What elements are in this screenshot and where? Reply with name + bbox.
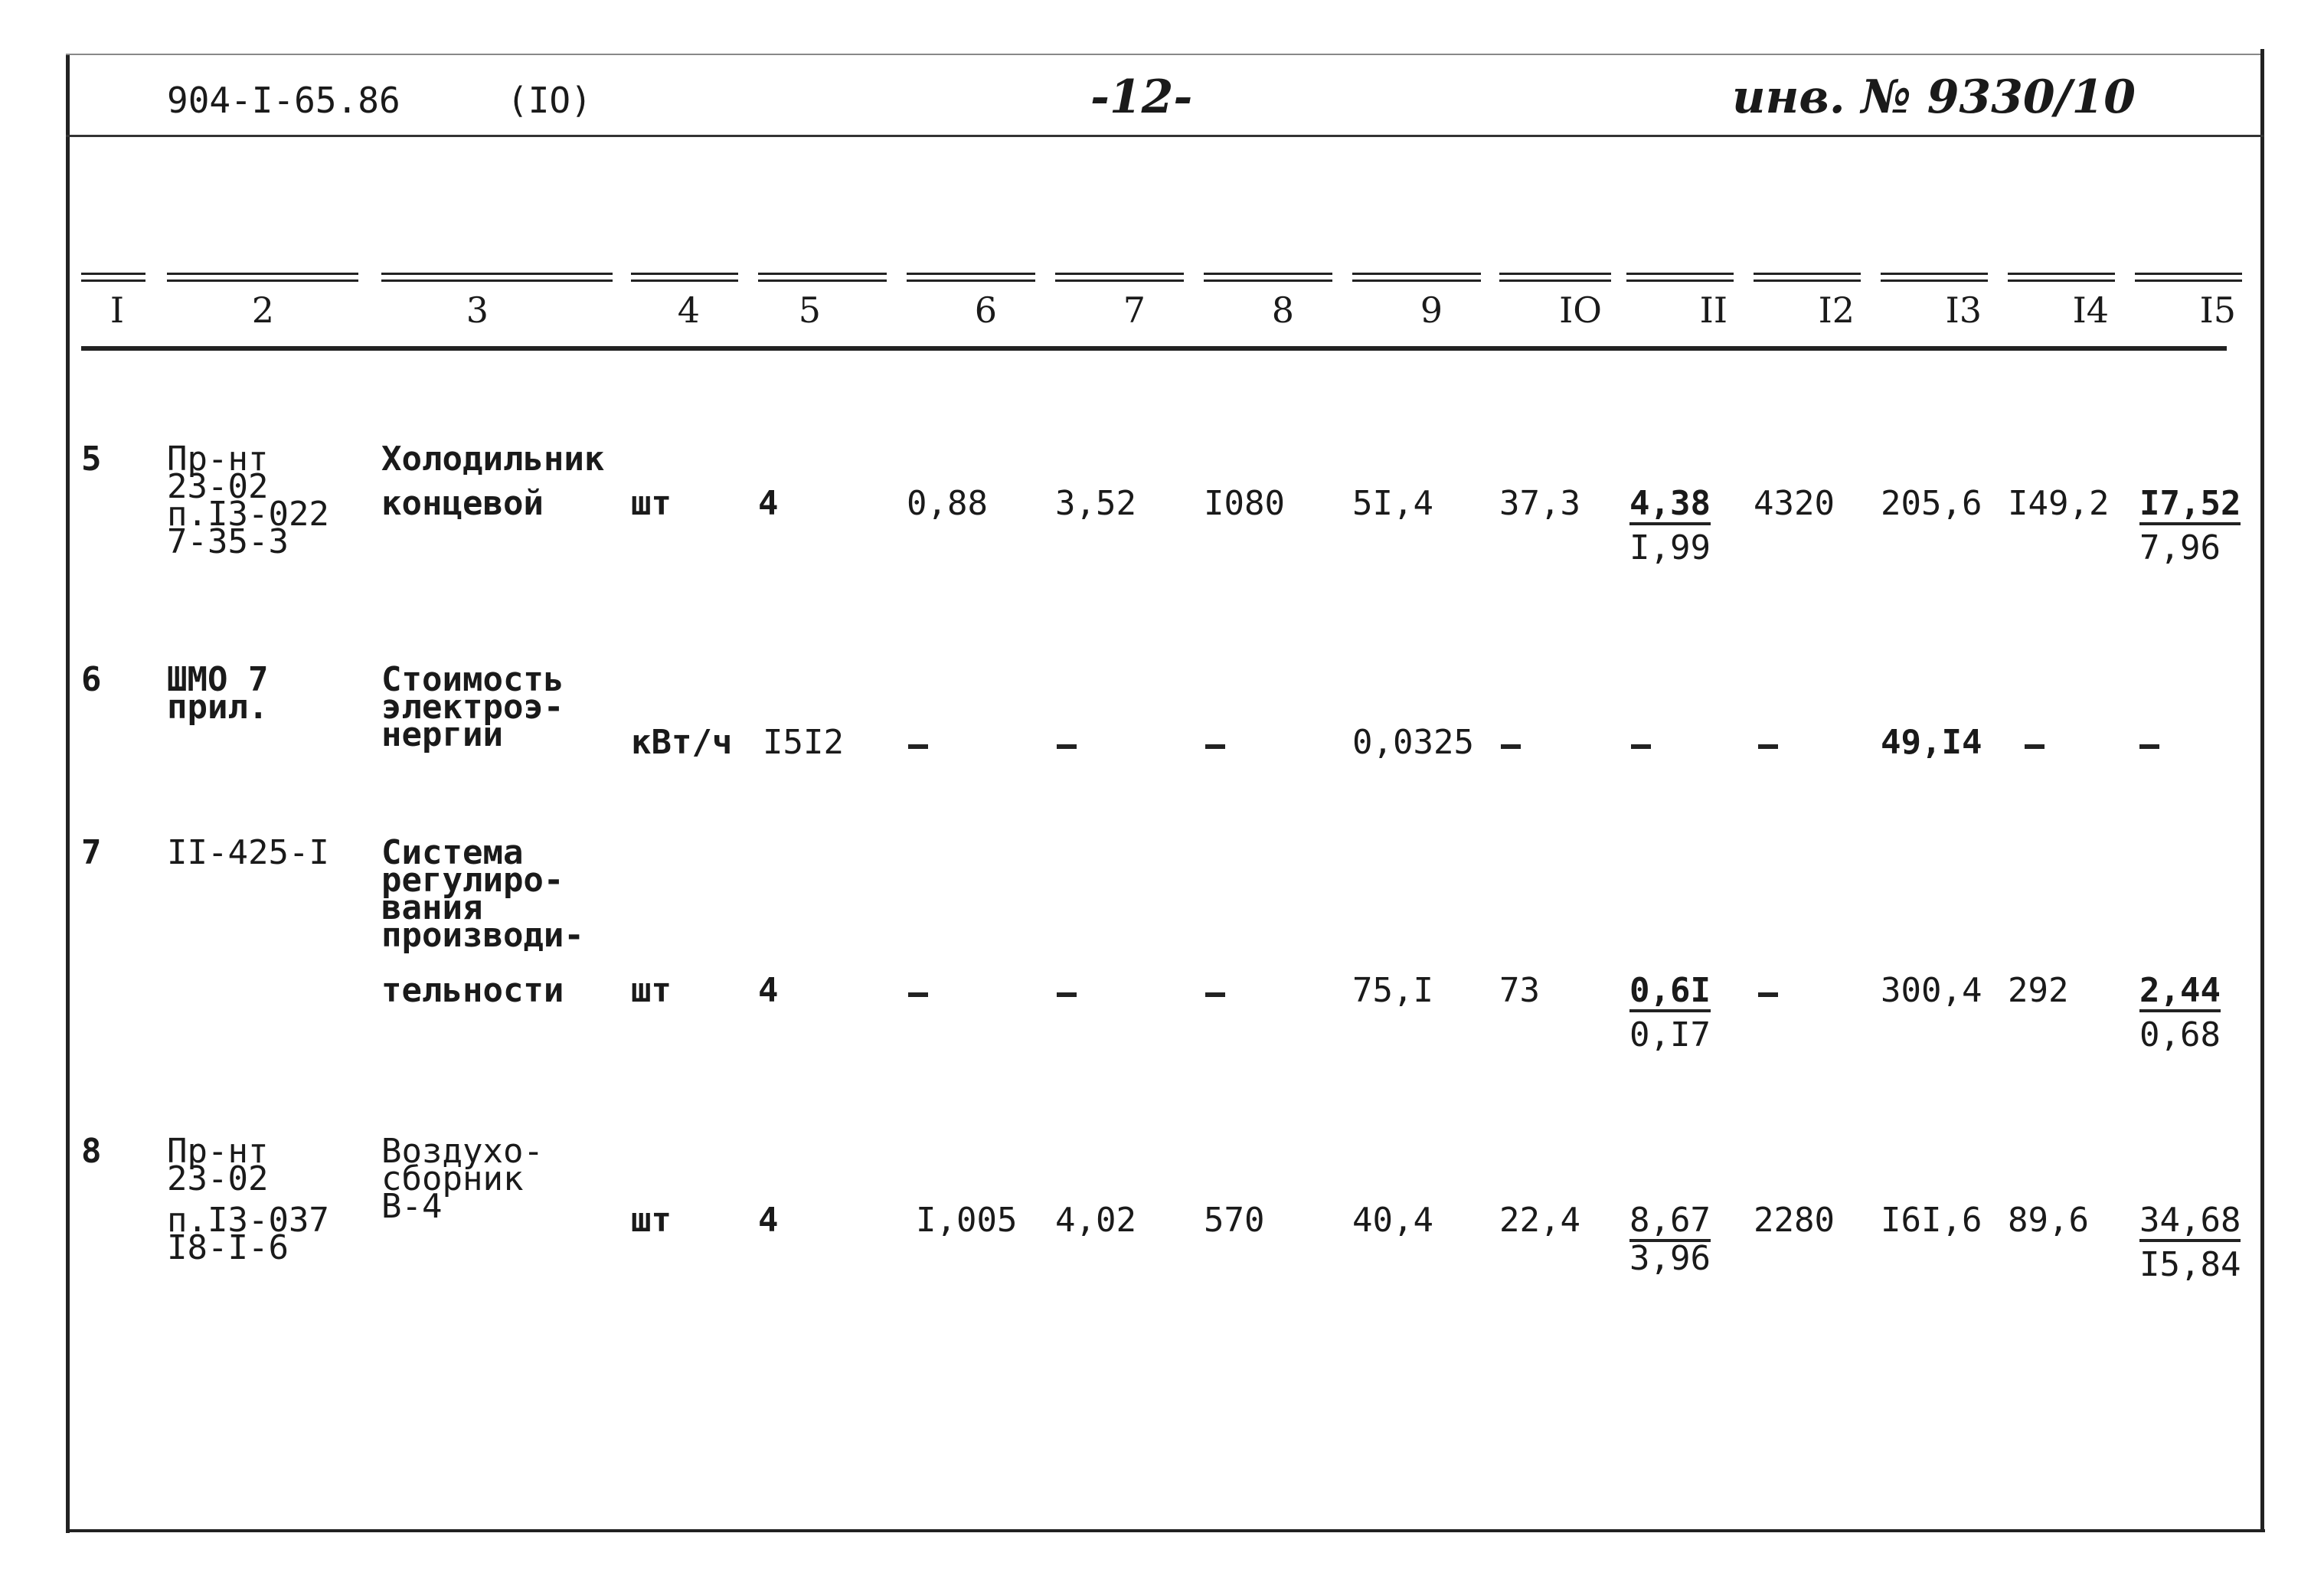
fraction-top: 34,68 <box>2139 1207 2241 1242</box>
col-header-rule <box>167 273 358 282</box>
header-rule <box>66 135 2264 137</box>
ref-line: прил. <box>167 688 269 727</box>
name-line: производи- <box>381 916 584 955</box>
ref-line: п.I3-037 <box>167 1201 329 1240</box>
empty-dash-col10 <box>1501 744 1521 749</box>
value-col13: 205,6 <box>1881 484 1982 523</box>
value-col8: 570 <box>1204 1201 1265 1240</box>
value-col13: 49,I4 <box>1881 723 1982 762</box>
name-line: регулиро- <box>381 861 564 900</box>
fraction-top: 0,6I <box>1629 977 1711 1012</box>
empty-dash-col15 <box>2139 744 2159 749</box>
ref-line: 7-35-3 <box>167 522 289 561</box>
name-line: Система <box>381 833 524 872</box>
value-col12: 2280 <box>1754 1201 1835 1240</box>
value-col6: 0,88 <box>907 484 988 523</box>
name-line: нергии <box>381 715 503 754</box>
fraction-top: 2,44 <box>2139 977 2221 1012</box>
fraction-col11 <box>1629 1201 1711 1278</box>
frame-bottom-line <box>66 1529 2265 1532</box>
col-header-rule <box>381 273 613 282</box>
quantity: 4 <box>758 971 779 1010</box>
value-col7: 4,02 <box>1055 1201 1136 1240</box>
col-number-2: 2 <box>251 289 274 331</box>
frame-top-line <box>66 54 2264 55</box>
frame-left-line <box>66 55 70 1533</box>
quantity: I5I2 <box>763 723 844 762</box>
empty-dash-col6 <box>908 744 928 749</box>
fraction-bottom: 0,I7 <box>1629 1015 1711 1054</box>
fraction-top: I7,52 <box>2139 490 2241 525</box>
ref-line: 23-02 <box>167 1159 269 1198</box>
name-line: концевой <box>381 484 544 523</box>
value-col13: I6I,6 <box>1881 1201 1982 1240</box>
value-col9: 40,4 <box>1352 1201 1433 1240</box>
col-header-rule <box>1754 273 1861 282</box>
name-line: тельности <box>381 971 564 1010</box>
unit: шт <box>631 1201 672 1240</box>
inventory-number: инв. № 9330/10 <box>1732 70 2136 124</box>
sheet-part: (IO) <box>507 80 592 121</box>
col-header-rule <box>1499 273 1611 282</box>
empty-dash-col12 <box>1758 992 1778 997</box>
unit: шт <box>631 971 672 1010</box>
col-header-rule <box>631 273 738 282</box>
value-col12: 4320 <box>1754 484 1835 523</box>
col-header-rule <box>1881 273 1988 282</box>
value-col10: 73 <box>1499 971 1540 1010</box>
row-number: 6 <box>81 660 102 699</box>
value-col6: I,005 <box>916 1201 1018 1240</box>
unit: кВт/ч <box>631 723 733 762</box>
ref-line: I8-I-6 <box>167 1228 289 1267</box>
table-header-rule <box>81 346 2227 351</box>
value-col9: 5I,4 <box>1352 484 1433 523</box>
row-number: 8 <box>81 1132 102 1171</box>
empty-dash-col11 <box>1631 744 1651 749</box>
col-number-7: 7 <box>1123 289 1146 331</box>
col-number-5: 5 <box>798 289 821 331</box>
row-number: 5 <box>81 440 102 479</box>
name-line: В-4 <box>381 1187 443 1226</box>
name-line: Холодильник <box>381 440 605 479</box>
col-number-6: 6 <box>974 289 997 331</box>
fraction-col15 <box>2139 1201 2241 1284</box>
empty-dash-col7 <box>1057 744 1077 749</box>
value-col10: 22,4 <box>1499 1201 1580 1240</box>
empty-dash-col8 <box>1205 744 1225 749</box>
col-header-rule <box>907 273 1035 282</box>
fraction-col15 <box>2139 484 2241 567</box>
col-number-4: 4 <box>677 289 700 331</box>
ref-line: II-425-I <box>167 833 329 872</box>
col-header-rule <box>1204 273 1332 282</box>
fraction-top: 8,67 <box>1629 1207 1711 1242</box>
doc-code: 904-I-65.86 <box>167 80 400 121</box>
fraction-col11 <box>1629 971 1711 1054</box>
col-header-rule <box>1055 273 1184 282</box>
name-line: Стоимость <box>381 660 564 699</box>
fraction-top: 4,38 <box>1629 490 1711 525</box>
value-col9: 0,0325 <box>1352 723 1474 762</box>
value-col8: I080 <box>1204 484 1285 523</box>
col-number-11: II <box>1699 289 1727 331</box>
page-number: -12- <box>1090 70 1193 124</box>
fraction-col11 <box>1629 484 1711 567</box>
empty-dash-col6 <box>908 992 928 997</box>
name-line: сборник <box>381 1159 524 1198</box>
col-header-rule <box>2135 273 2242 282</box>
fraction-bottom: 7,96 <box>2139 528 2221 567</box>
fraction-col15 <box>2139 971 2221 1054</box>
name-line: электроэ- <box>381 688 564 727</box>
col-number-1: I <box>109 289 124 331</box>
col-number-15: I5 <box>2199 289 2236 331</box>
empty-dash-col8 <box>1205 992 1225 997</box>
value-col14: 292 <box>2008 971 2069 1010</box>
row-number: 7 <box>81 833 102 872</box>
value-col13: 300,4 <box>1881 971 1982 1010</box>
value-col7: 3,52 <box>1055 484 1136 523</box>
name-line: вания <box>381 888 483 927</box>
ref-line: Пр-нт <box>167 1132 269 1171</box>
name-line: Воздухо- <box>381 1132 544 1171</box>
col-header-rule <box>1352 273 1481 282</box>
col-number-14: I4 <box>2072 289 2109 331</box>
col-number-10: IO <box>1559 289 1602 331</box>
quantity: 4 <box>758 1201 779 1240</box>
col-header-rule <box>758 273 887 282</box>
col-number-3: 3 <box>466 289 489 331</box>
ref-line: 23-02 <box>167 467 269 506</box>
col-number-8: 8 <box>1271 289 1294 331</box>
value-col14: I49,2 <box>2008 484 2110 523</box>
col-number-9: 9 <box>1420 289 1443 331</box>
fraction-bottom: I,99 <box>1629 528 1711 567</box>
unit: шт <box>631 484 672 523</box>
col-header-rule <box>2008 273 2115 282</box>
empty-dash-col7 <box>1057 992 1077 997</box>
quantity: 4 <box>758 484 779 523</box>
col-header-rule <box>81 273 145 282</box>
fraction-bottom: 0,68 <box>2139 1015 2221 1054</box>
empty-dash-col14 <box>2025 744 2045 749</box>
value-col10: 37,3 <box>1499 484 1580 523</box>
fraction-bottom: 3,96 <box>1629 1239 1711 1278</box>
empty-dash-col12 <box>1758 744 1778 749</box>
value-col9: 75,I <box>1352 971 1433 1010</box>
col-number-13: I3 <box>1945 289 1982 331</box>
ref-line: п.I3-022 <box>167 495 329 534</box>
frame-right-line <box>2260 49 2264 1531</box>
value-col14: 89,6 <box>2008 1201 2089 1240</box>
fraction-bottom: I5,84 <box>2139 1245 2241 1284</box>
col-header-rule <box>1626 273 1734 282</box>
ref-line: ШМО 7 <box>167 660 269 699</box>
col-number-12: I2 <box>1818 289 1855 331</box>
ref-line: Пр-нт <box>167 440 269 479</box>
